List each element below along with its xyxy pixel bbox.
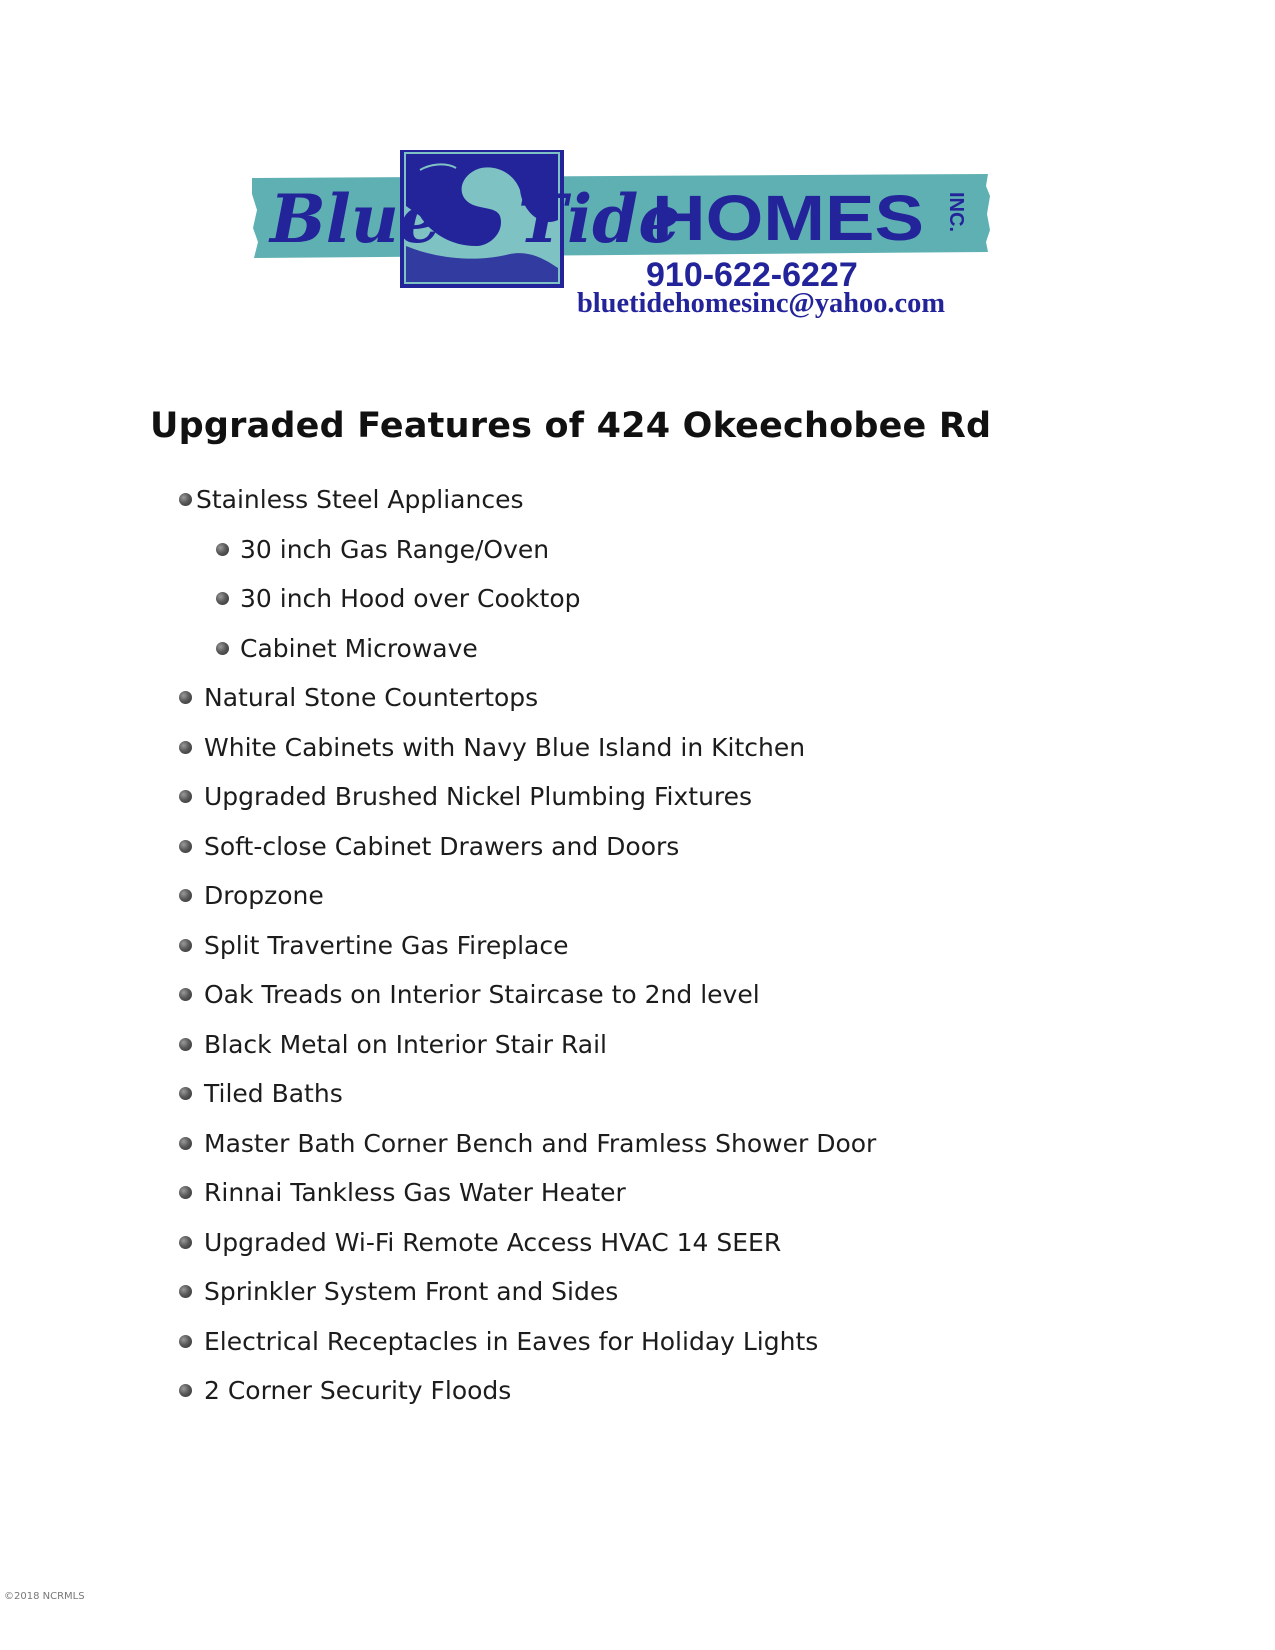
page-title: Upgraded Features of 424 Okeechobee Rd xyxy=(150,406,992,446)
bullet-icon xyxy=(179,1335,192,1348)
feature-label: Master Bath Corner Bench and Framless Shower Door xyxy=(204,1128,877,1158)
feature-label: Natural Stone Countertops xyxy=(204,683,539,712)
feature-label: Cabinet Microwave xyxy=(240,633,478,663)
feature-label: 2 Corner Security Floods xyxy=(204,1376,512,1405)
bullet-icon xyxy=(179,1285,192,1298)
bullet-icon xyxy=(179,493,192,506)
logo-email: bluetidehomesinc@yahoo.com xyxy=(577,288,945,319)
feature-label: White Cabinets with Navy Blue Island in Kitchen xyxy=(204,732,806,762)
feature-label: Stainless Steel Appliances xyxy=(196,485,524,514)
feature-label: 30 inch Hood over Cooktop xyxy=(240,584,581,613)
bullet-icon xyxy=(179,889,192,902)
bullet-icon xyxy=(179,1384,192,1397)
logo-word-blue: Blue xyxy=(270,180,441,258)
copyright-notice: ©2018 NCRMLS xyxy=(4,1591,85,1602)
feature-label: Black Metal on Interior Stair Rail xyxy=(204,1029,607,1059)
feature-label: Electrical Receptacles in Eaves for Holiday Lights xyxy=(204,1326,819,1356)
bullet-icon xyxy=(179,1186,192,1199)
feature-label: 30 inch Gas Range/Oven xyxy=(240,534,550,564)
feature-label: Rinnai Tankless Gas Water Heater xyxy=(204,1178,626,1207)
feature-label: Oak Treads on Interior Staircase to 2nd level xyxy=(204,980,760,1009)
bullet-icon xyxy=(179,939,192,952)
feature-label: Sprinkler System Front and Sides xyxy=(204,1277,619,1306)
bullet-icon xyxy=(179,790,192,803)
feature-label: Soft-close Cabinet Drawers and Doors xyxy=(204,831,680,861)
feature-label: Upgraded Wi-Fi Remote Access HVAC 14 SEER xyxy=(204,1227,782,1257)
bullet-icon xyxy=(179,741,192,754)
bullet-icon xyxy=(216,592,229,605)
feature-label: Dropzone xyxy=(204,881,324,910)
logo-word-homes: HOMES xyxy=(652,182,924,254)
logo-phone: 910-622-6227 xyxy=(646,256,858,294)
bullet-icon xyxy=(179,1236,192,1249)
bullet-icon xyxy=(179,1087,192,1100)
bullet-icon xyxy=(216,543,229,556)
logo-word-tide: Tide xyxy=(518,180,681,258)
feature-label: Tiled Baths xyxy=(204,1079,343,1108)
bullet-icon xyxy=(179,1038,192,1051)
bullet-icon xyxy=(179,988,192,1001)
bullet-icon xyxy=(179,1137,192,1150)
bullet-icon xyxy=(179,840,192,853)
feature-label: Split Travertine Gas Fireplace xyxy=(204,930,569,960)
logo-word-inc: INC. xyxy=(945,192,967,232)
feature-label: Upgraded Brushed Nickel Plumbing Fixtures xyxy=(204,782,753,811)
bullet-icon xyxy=(216,642,229,655)
bullet-icon xyxy=(179,691,192,704)
